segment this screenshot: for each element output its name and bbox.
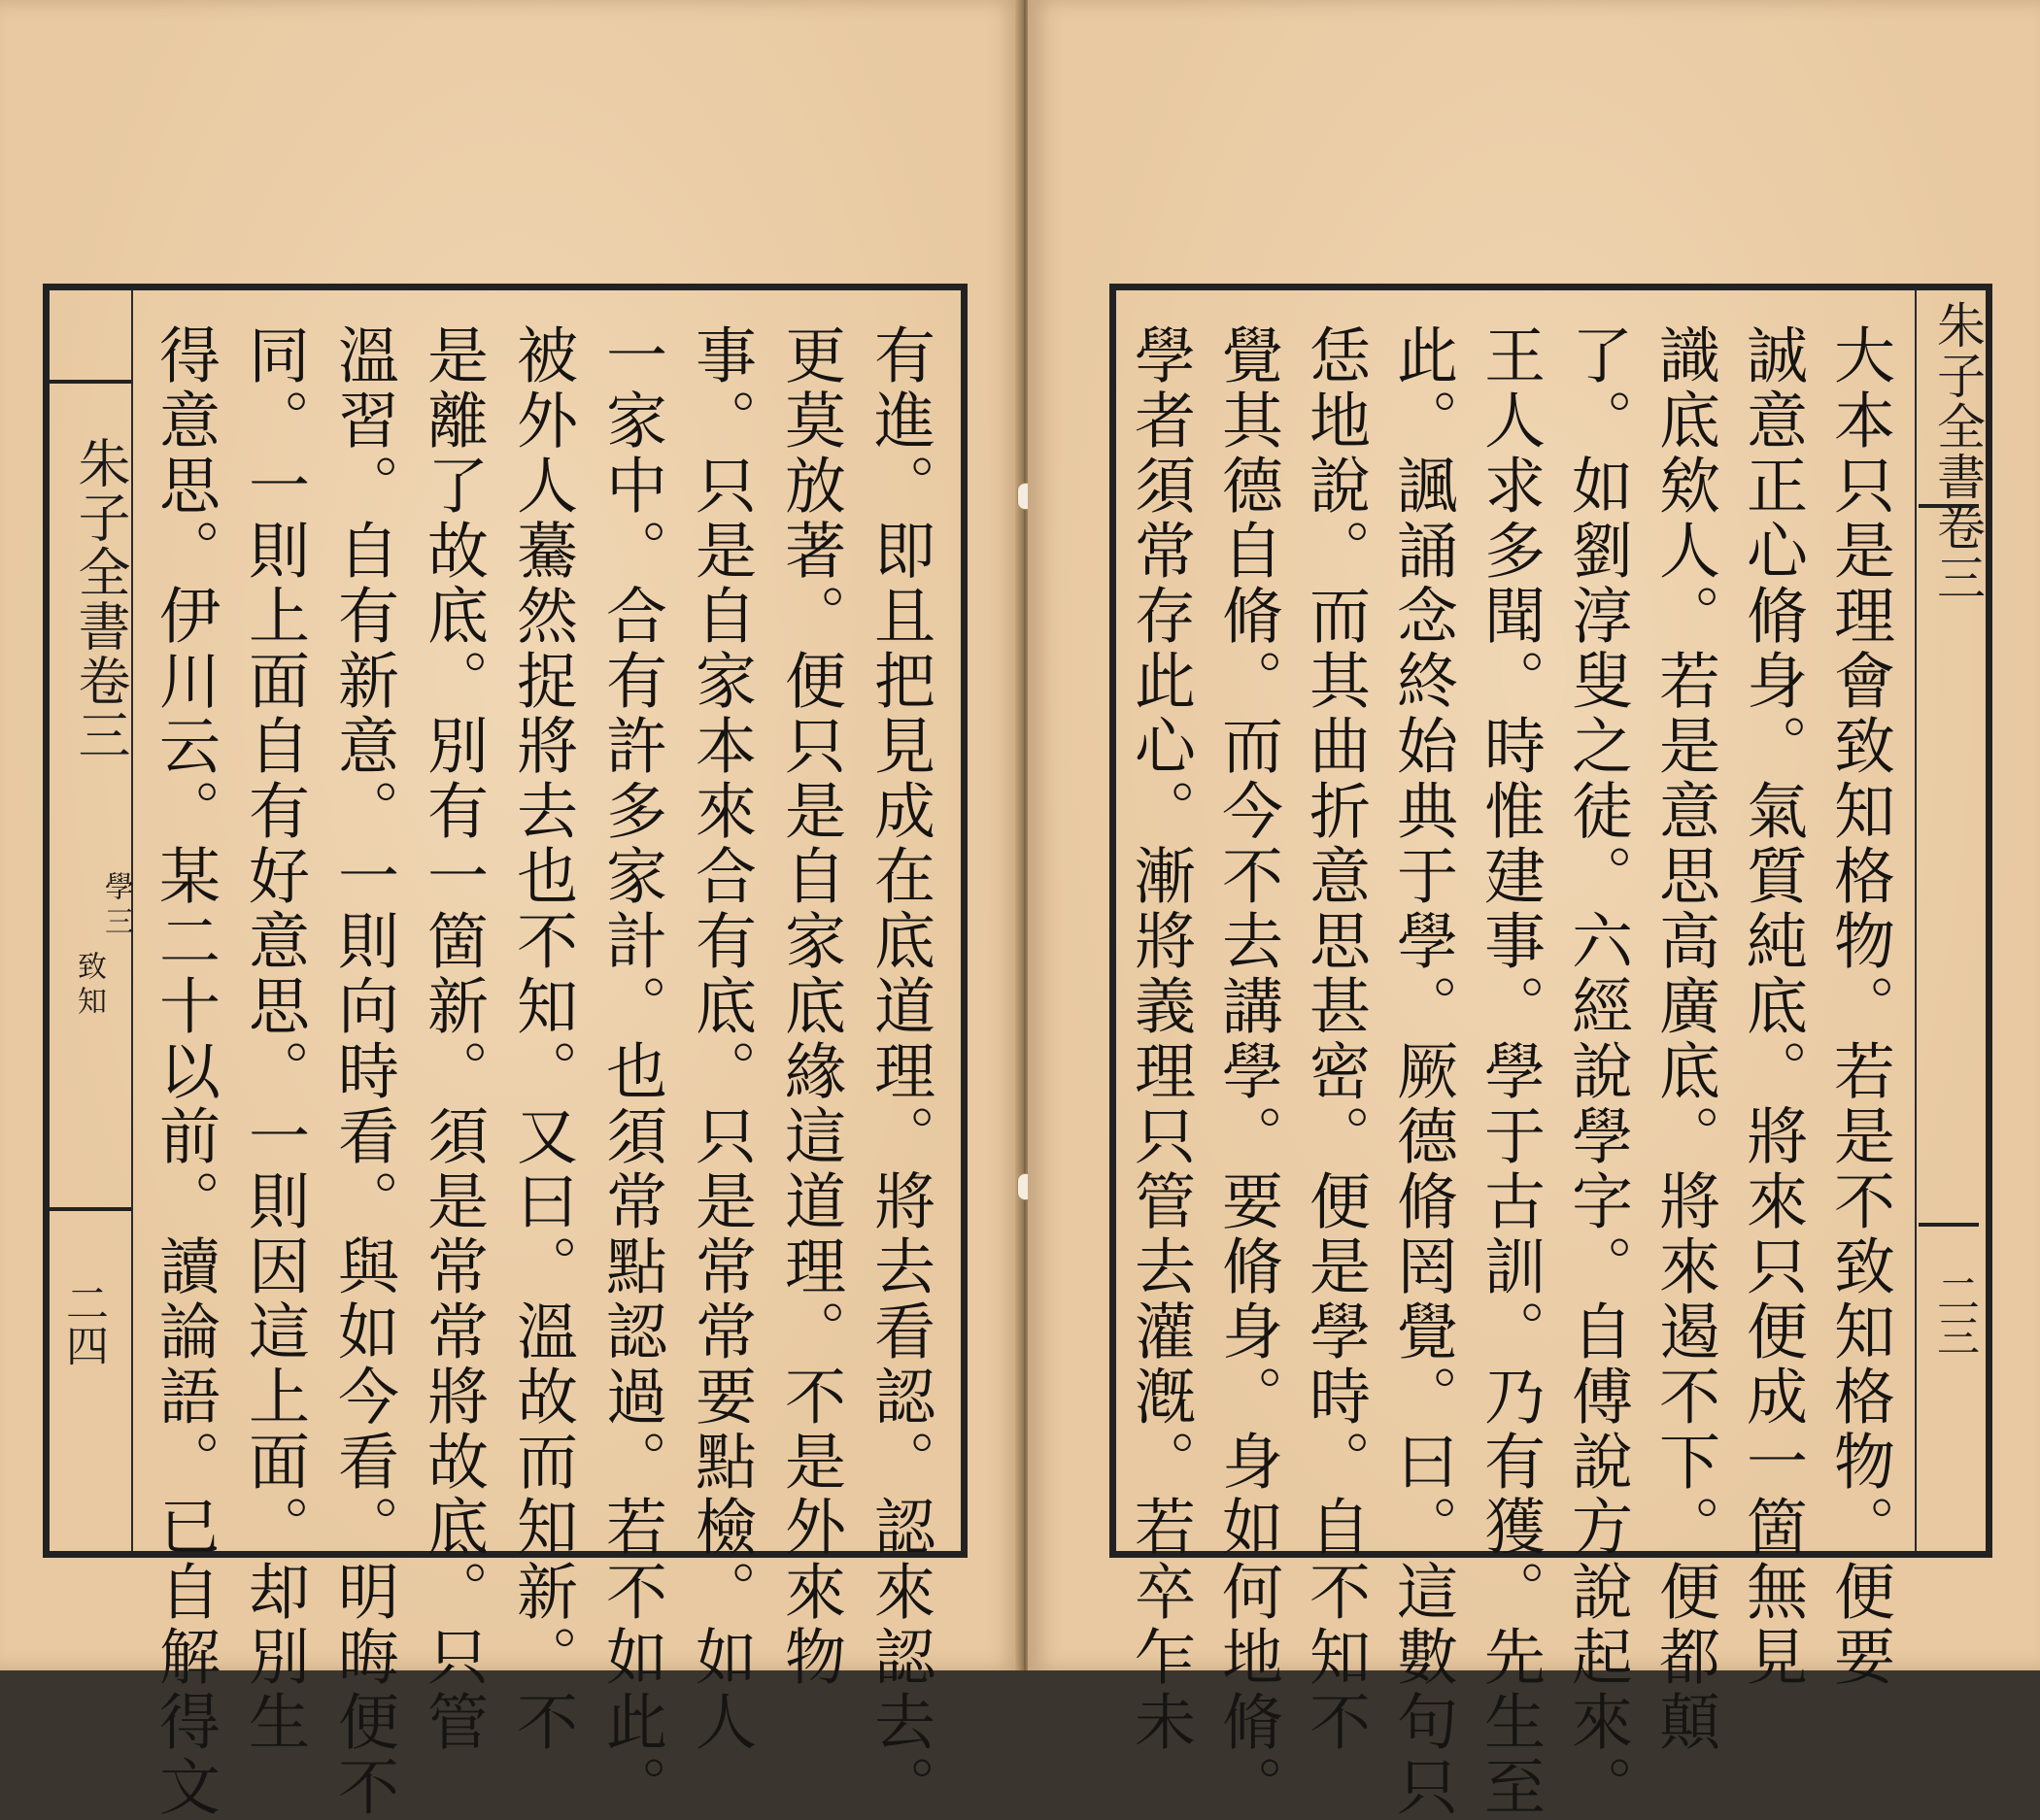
- text-column: 被外人驀然捉將去也不知。又曰。溫故而知新。不: [507, 323, 578, 1755]
- text-column: 了。如劉淳叟之徒。六經說學字。自傅說方說起來。: [1562, 323, 1633, 1820]
- left-book-title: 朱子全書卷三: [70, 436, 131, 762]
- text-column: 有進。即且把見成在底道理。將去看認。認來認去。: [865, 323, 935, 1820]
- right-book-title: 朱子全書卷三: [1929, 300, 1986, 603]
- text-column: 覺其德自脩。而今不去講學。要脩身。身如何地脩。: [1212, 323, 1283, 1820]
- text-column: 王人求多聞。時惟建事。學于古訓。乃有獲。先生至: [1475, 323, 1546, 1820]
- right-text-area: [1122, 323, 1899, 1820]
- text-column: 溫習。自有新意。一則向時看。與如今看。明晦便不: [328, 323, 399, 1820]
- left-page-frame: [43, 284, 968, 1820]
- right-page: [1028, 0, 2040, 1820]
- right-page-frame: [1109, 284, 1992, 1820]
- text-column: 學者須常存此心。漸將義理只管去灌漑。若卒乍未: [1125, 323, 1196, 1755]
- text-column: 得意思。伊川云。某二十以前。讀論語。已自解得文: [150, 323, 221, 1820]
- band-divider-line: [1915, 290, 1917, 1551]
- text-column: 更莫放著。便只是自家底緣這道理。不是外來物: [775, 323, 846, 1690]
- text-column: 一家中。合有許多家計。也須常點認過。若不如此。: [596, 323, 667, 1820]
- text-column: 大本只是理會致知格物。若是不致知格物。便要: [1824, 323, 1895, 1690]
- left-text-area: [147, 323, 953, 1820]
- text-column: 是離了故底。別有一箇新。須是常常將故底。只管: [418, 323, 489, 1755]
- fish-tail-upper: [50, 380, 131, 384]
- text-column: 此。諷誦念終始典于學。厥德脩罔覺。曰。這數句只: [1387, 323, 1458, 1820]
- right-page-number: 二三: [1929, 1271, 1979, 1357]
- text-column: 恁地說。而其曲折意思甚密。便是學時。自不知不: [1300, 323, 1371, 1755]
- text-column: 識底欸人。若是意思高廣底。將來遏不下。便都顛: [1649, 323, 1720, 1755]
- left-section-label: 學三: [99, 871, 133, 941]
- fish-tail-lower: [1919, 1223, 1979, 1227]
- text-column: 同。一則上面自有好意思。一則因這上面。却別生: [239, 323, 310, 1755]
- text-column: 誠意正心脩身。氣質純底。將來只便成一箇無見: [1737, 323, 1808, 1690]
- text-column: 事。只是自家本來合有底。只是常常要點檢。如人: [686, 323, 757, 1755]
- left-band-column: [50, 290, 131, 1551]
- right-band-column: [1919, 290, 1986, 1551]
- left-page-number: 二四: [58, 1281, 108, 1366]
- left-topic-label: 致知: [72, 951, 106, 1021]
- fish-tail-lower: [50, 1207, 131, 1211]
